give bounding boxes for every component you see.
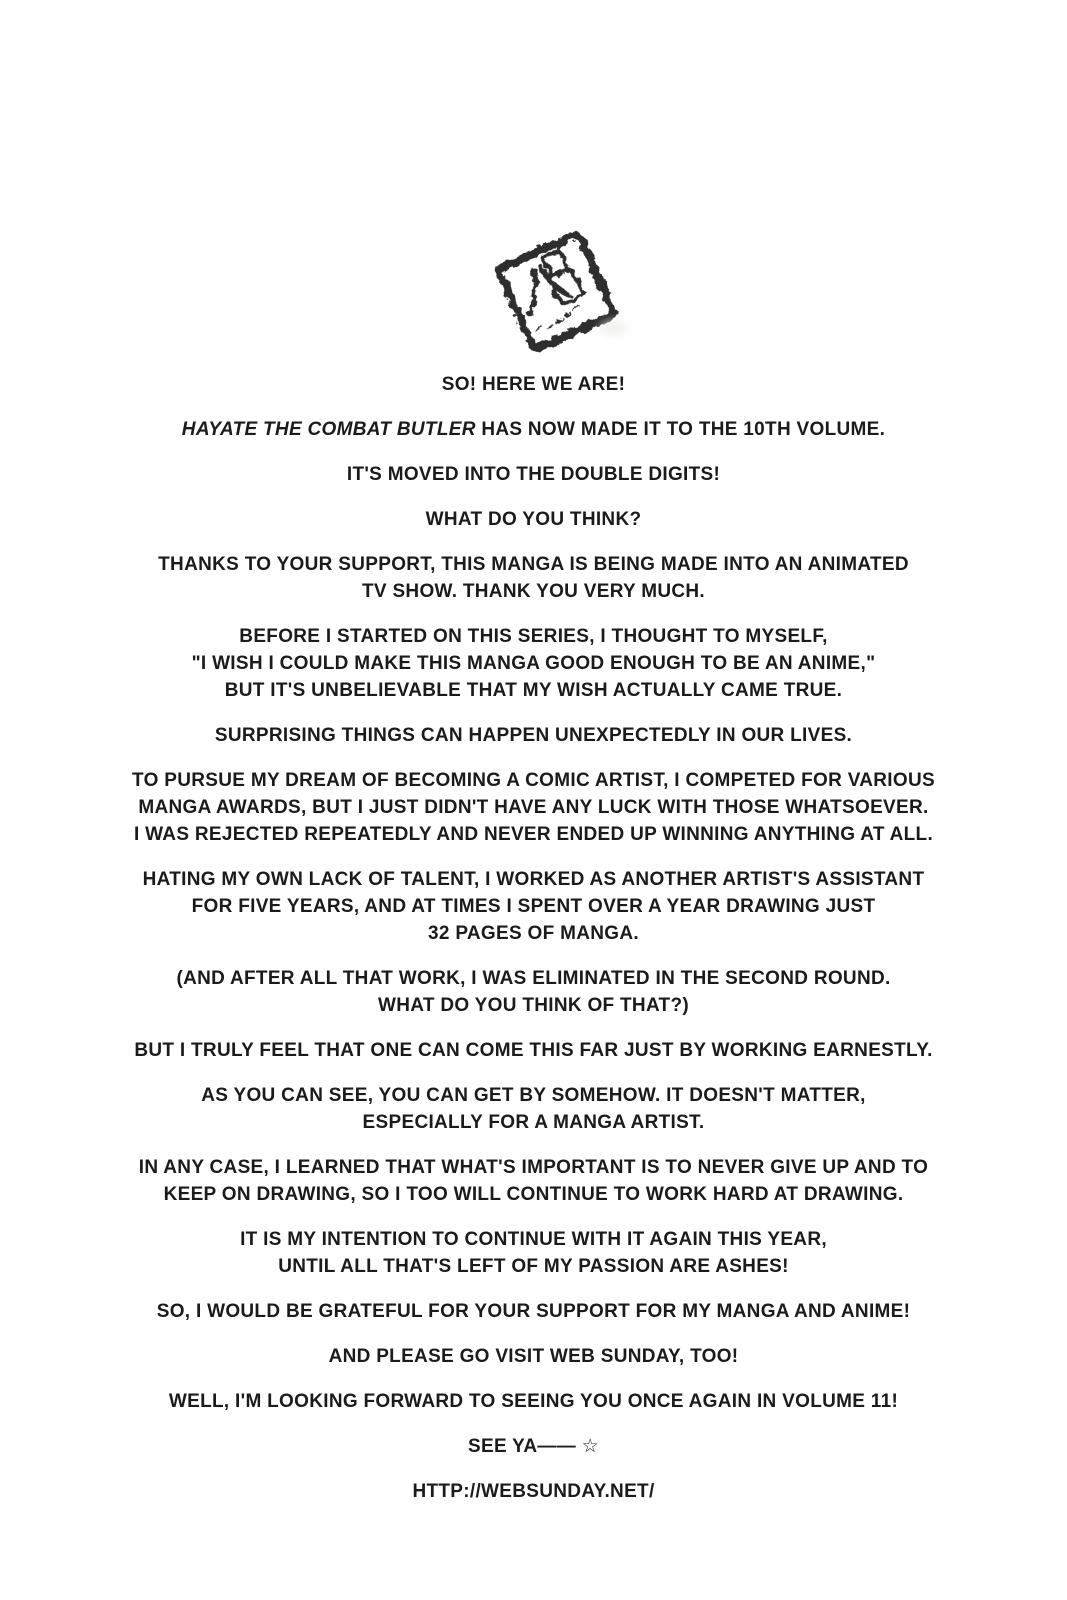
hanko-seal-graphic (490, 226, 620, 356)
text-line: UNTIL ALL THAT'S LEFT OF MY PASSION ARE ASHES! (278, 1256, 789, 1277)
text-line: SO! HERE WE ARE! (441, 374, 626, 395)
text-line: SURPRISING THINGS CAN HAPPEN UNEXPECTEDLY IN OUR LIVES. (214, 725, 853, 746)
text-line: HTTP://WEBSUNDAY.NET/ (412, 1481, 655, 1502)
afterword-paragraph (0, 371, 1067, 398)
afterword-paragraph (0, 1037, 1067, 1064)
afterword-paragraph (0, 866, 1067, 947)
afterword-paragraph (0, 1082, 1067, 1136)
page-smudge (600, 320, 628, 336)
text-line: FOR FIVE YEARS, AND AT TIMES I SPENT OVER A YEAR DRAWING JUST (191, 896, 876, 917)
text-line: "I WISH I COULD MAKE THIS MANGA GOOD ENOUGH TO BE AN ANIME," (191, 653, 876, 674)
text-line: WHAT DO YOU THINK? (425, 509, 642, 530)
hanko-seal-stamp (490, 226, 620, 356)
text-line: THANKS TO YOUR SUPPORT, THIS MANGA IS BEING MADE INTO AN ANIMATED (158, 554, 909, 575)
text-line: ESPECIALLY FOR A MANGA ARTIST. (362, 1112, 705, 1133)
seal-character-left (513, 260, 568, 313)
text-line: TO PURSUE MY DREAM OF BECOMING A COMIC ARTIST, I COMPETED FOR VARIOUS (132, 770, 935, 791)
text-line: SO, I WOULD BE GRATEFUL FOR YOUR SUPPORT FOR MY MANGA AND ANIME! (156, 1301, 911, 1322)
text-line: KEEP ON DRAWING, SO I TOO WILL CONTINUE TO WORK HARD AT DRAWING. (163, 1184, 904, 1205)
text-segment: HAS NOW MADE IT TO THE 10TH VOLUME. (475, 419, 886, 440)
text-line: 32 PAGES OF MANGA. (428, 923, 639, 944)
text-line: HATING MY OWN LACK OF TALENT, I WORKED AS ANOTHER ARTIST'S ASSISTANT (142, 869, 925, 890)
text-line: TV SHOW. THANK YOU VERY MUCH. (362, 581, 705, 602)
afterword-paragraph (0, 1433, 1067, 1460)
afterword-paragraph (0, 506, 1067, 533)
text-line: IT'S MOVED INTO THE DOUBLE DIGITS! (346, 464, 721, 485)
afterword-paragraph (0, 1478, 1067, 1505)
afterword-paragraph (0, 965, 1067, 1019)
afterword-paragraph (0, 767, 1067, 848)
afterword-paragraph (0, 1226, 1067, 1280)
text-line: AS YOU CAN SEE, YOU CAN GET BY SOMEHOW. IT DOESN'T MATTER, (201, 1085, 866, 1106)
text-line: AND PLEASE GO VISIT WEB SUNDAY, TOO! (328, 1346, 739, 1367)
text-line: WHAT DO YOU THINK OF THAT?) (377, 995, 689, 1016)
afterword-paragraph (0, 623, 1067, 704)
text-line: SEE YA—— ☆ (468, 1436, 599, 1457)
afterword-paragraph (0, 1343, 1067, 1370)
afterword-paragraph (0, 1298, 1067, 1325)
series-title: HAYATE THE COMBAT BUTLER (181, 419, 476, 440)
afterword-paragraph (0, 1388, 1067, 1415)
text-line: I WAS REJECTED REPEATEDLY AND NEVER ENDED UP WINNING ANYTHING AT ALL. (133, 824, 934, 845)
text-line: BUT I TRULY FEEL THAT ONE CAN COME THIS FAR JUST BY WORKING EARNESTLY. (134, 1040, 933, 1061)
text-line (0, 416, 1067, 443)
text-line: IN ANY CASE, I LEARNED THAT WHAT'S IMPORTANT IS TO NEVER GIVE UP AND TO (138, 1157, 929, 1178)
text-line: IT IS MY INTENTION TO CONTINUE WITH IT AGAIN THIS YEAR, (240, 1229, 827, 1250)
text-line: (AND AFTER ALL THAT WORK, I WAS ELIMINATED IN THE SECOND ROUND. (176, 968, 891, 989)
afterword-paragraph (0, 416, 1067, 443)
text-line: BUT IT'S UNBELIEVABLE THAT MY WISH ACTUALLY CAME TRUE. (224, 680, 843, 701)
text-line: BEFORE I STARTED ON THIS SERIES, I THOUGHT TO MYSELF, (239, 626, 828, 647)
afterword-paragraph (0, 722, 1067, 749)
afterword-text (0, 371, 1067, 1523)
text-line: MANGA AWARDS, BUT I JUST DIDN'T HAVE ANY LUCK WITH THOSE WHATSOEVER. (138, 797, 929, 818)
afterword-paragraph (0, 1154, 1067, 1208)
afterword-paragraph (0, 461, 1067, 488)
afterword-paragraph (0, 551, 1067, 605)
text-line: WELL, I'M LOOKING FORWARD TO SEEING YOU ONCE AGAIN IN VOLUME 11! (168, 1391, 899, 1412)
